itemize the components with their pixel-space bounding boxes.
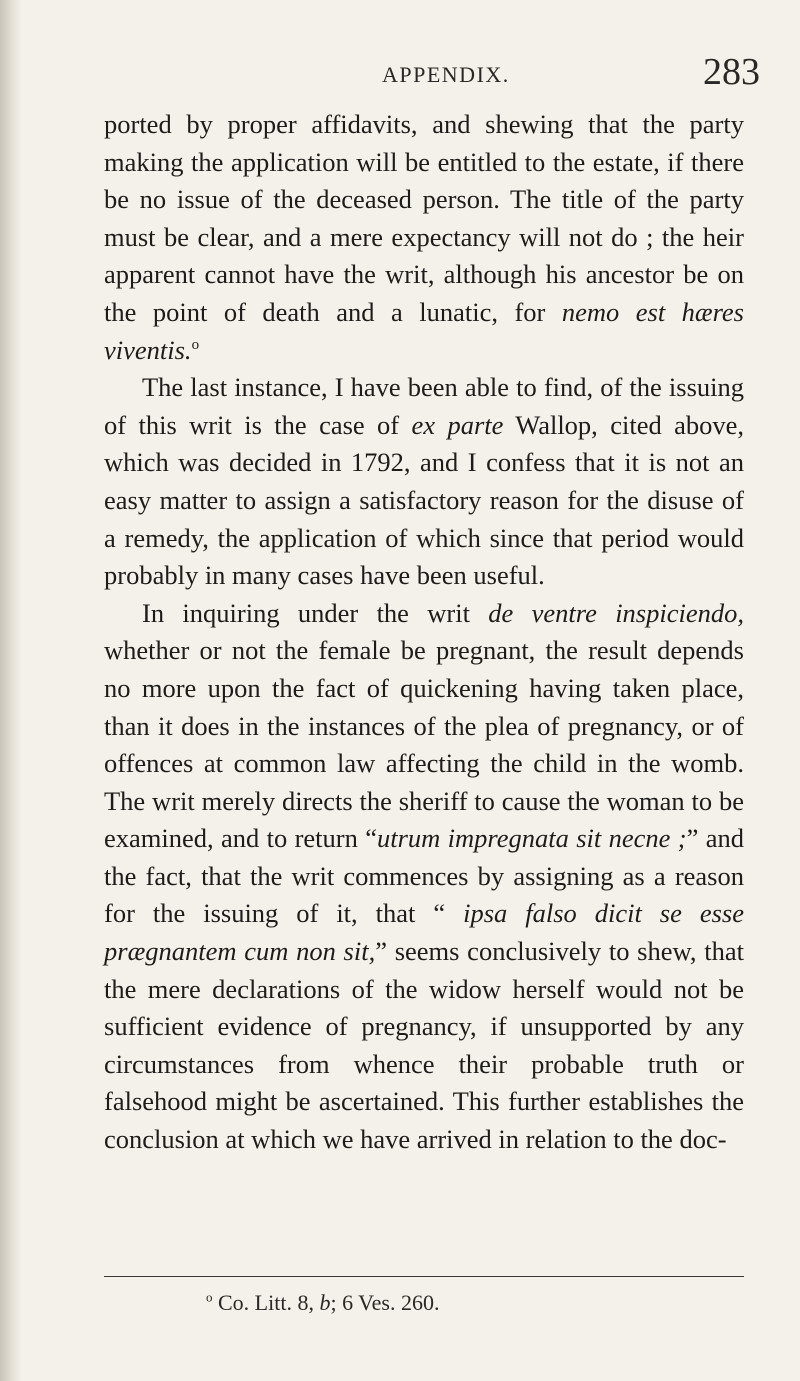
paragraph-2-italic: ex parte [411,409,504,440]
paragraph-3 [104,595,744,1159]
paragraph-3-italic-2: utrum impregnata sit necne ; [377,823,687,854]
paragraph-3-text-a: In inquiring under the writ [142,597,489,628]
paragraph-2-text-a: The last instance, I have been able to find, of the issuing of this writ is the case of [104,372,744,440]
paragraph-1 [104,106,744,369]
running-title: APPENDIX. [382,62,510,87]
paragraph-3-text-d: ” seems conclusively to shew, that the mere declarations of the widow herself would not be sufficient evidence of pregnancy, if unsupported by any circumstances from whence their probable truth or falsehood might be ascertained. This further establishes the conclusion at which we have arrived in relation to the doc- [104,936,744,1155]
footnote-rule [104,1276,744,1277]
footnote-mark: o [206,1289,213,1305]
paragraph-3-italic-1: de ventre inspiciendo, [488,597,744,628]
body-text [104,106,744,1159]
paragraph-2-text-b: Wallop, cited above, which was decided in 1792, and I confess that it is not an easy matter to assign a satisfactory reason for the disuse of a remedy, the application of which since that period would probably in many cases have been useful. [104,409,744,591]
footnote [206,1290,439,1316]
page-number: 283 [703,51,760,93]
footnote-reference: o [191,336,200,353]
paragraph-1-text: ported by proper affidavits, and shewing that the party making the application will be entitled to the estate, if there be no issue of the deceased person. The title of the party must be clear, and a mere expectancy will not do ; the heir apparent cannot have the writ, although his ancestor be on the point of death and a lunatic, for [104,109,744,327]
footnote-text-a: Co. Litt. 8, [212,1290,320,1315]
footnote-italic: b [319,1290,331,1315]
paragraph-3-text-c: ” and the fact, that the writ commences by assigning as a reason for the issuing of it, that “ [104,823,745,929]
paragraph-3-text-b: whether or not the female be pregnant, the result depends no more upon the fact of quickening having taken place, than it does in the instances of the plea of pregnancy, or of offences at common law affecting the child in the womb. The writ merely directs the sheriff to cause the woman to be examined, and to return “ [104,635,744,854]
paragraph-2 [104,369,744,595]
running-head [0,50,800,98]
paragraph-3-italic-3: ipsa falso dicit se esse prægnantem cum non sit, [104,898,744,967]
binding-edge-shadow [0,0,22,1381]
paragraph-1-italic: nemo est hæres viventis. [104,296,744,365]
footnote-text-b: ; 6 Ves. 260. [330,1290,440,1315]
